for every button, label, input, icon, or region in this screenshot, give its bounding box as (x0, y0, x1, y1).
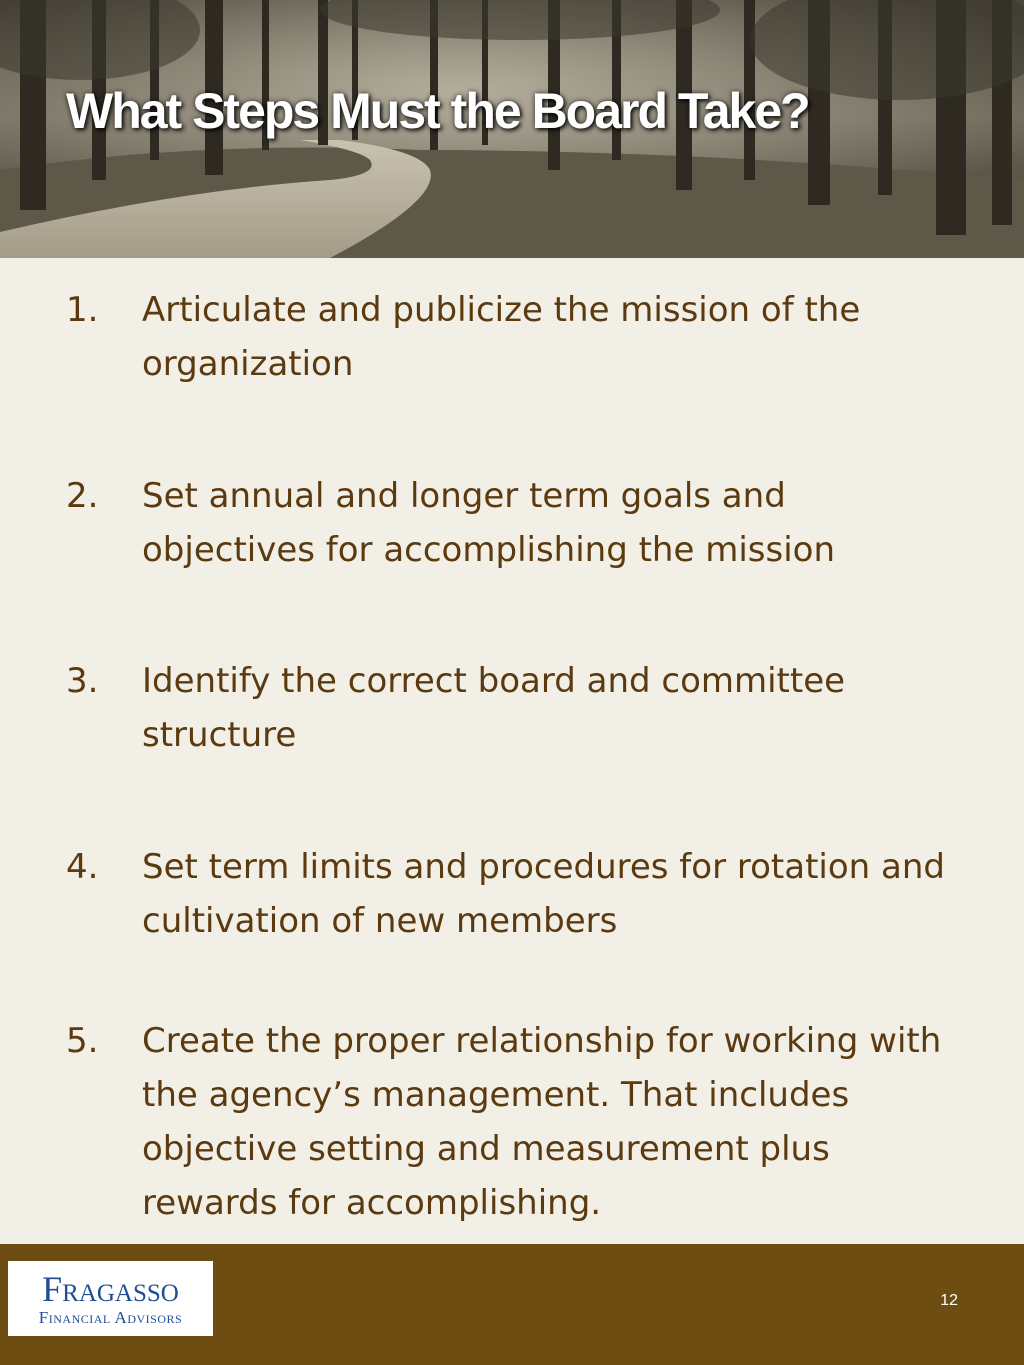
company-logo (8, 1261, 213, 1336)
list-item (66, 654, 966, 762)
step-number: 3. (66, 661, 99, 701)
logo-line2: Financial Advisors (38, 1307, 183, 1327)
page-number: 12 (940, 1292, 958, 1309)
step-number: 1. (66, 290, 99, 330)
steps-list (0, 258, 1024, 1244)
step-number: 5. (66, 1021, 99, 1061)
list-item (66, 1014, 966, 1230)
list-item (66, 469, 966, 577)
step-text: Articulate and publicize the mission of the organization (142, 290, 861, 384)
list-item (66, 283, 966, 391)
list-item (66, 840, 966, 948)
step-text: Set annual and longer term goals and objectives for accomplishing the mission (142, 476, 835, 570)
step-text: Identify the correct board and committee structure (142, 661, 846, 755)
step-text: Create the proper relationship for working with the agency’s management. That includes objective setting and measurement plus rewards for accomplishing. (142, 1021, 942, 1223)
footer-bar (0, 1244, 1024, 1365)
header-banner (0, 0, 1024, 258)
slide-title: What Steps Must the Board Take? (66, 83, 809, 139)
step-number: 4. (66, 847, 99, 887)
logo-line1: Fragasso (42, 1268, 179, 1309)
step-text: Set term limits and procedures for rotation and cultivation of new members (142, 847, 945, 941)
step-number: 2. (66, 476, 99, 516)
